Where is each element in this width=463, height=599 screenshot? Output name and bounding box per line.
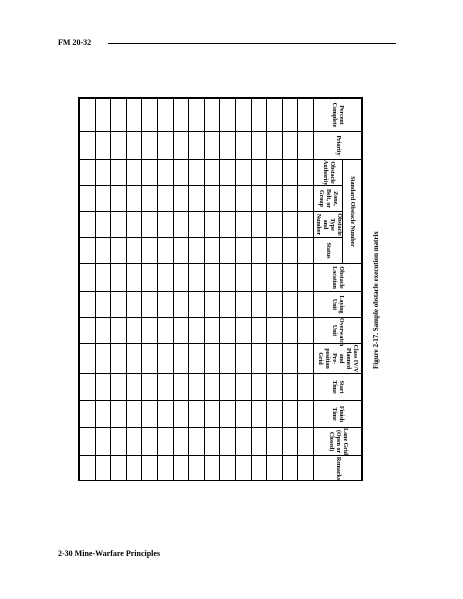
blank-cell: [95, 428, 111, 456]
blank-cell: [158, 456, 174, 481]
blank-cell: [251, 186, 267, 212]
blank-cell: [298, 212, 314, 238]
blank-cell: [158, 99, 174, 132]
blank-cell: [142, 132, 158, 160]
blank-cell: [173, 212, 189, 238]
blank-cell: [220, 456, 236, 481]
blank-cell: [220, 374, 236, 401]
blank-cell: [267, 401, 283, 428]
blank-cell: [173, 264, 189, 292]
blank-cell: [282, 186, 298, 212]
blank-cell: [267, 212, 283, 238]
blank-cell: [111, 374, 127, 401]
blank-cell: [95, 292, 111, 318]
blank-cell: [189, 99, 205, 132]
blank-cell: [95, 160, 111, 186]
blank-cell: [267, 374, 283, 401]
header-cell: Laying Unit: [314, 292, 362, 318]
blank-cell: [173, 132, 189, 160]
blank-cell: [189, 344, 205, 374]
blank-cell: [298, 186, 314, 212]
blank-cell: [158, 212, 174, 238]
blank-cell: [189, 428, 205, 456]
blank-cell: [236, 186, 252, 212]
blank-cell: [251, 428, 267, 456]
blank-cell: [282, 160, 298, 186]
header-cell: Overwatch Unit: [314, 318, 362, 344]
blank-cell: [95, 99, 111, 132]
blank-cell: [298, 344, 314, 374]
blank-cell: [220, 428, 236, 456]
blank-cell: [298, 132, 314, 160]
blank-cell: [236, 212, 252, 238]
blank-cell: [204, 186, 220, 212]
blank-cell: [142, 344, 158, 374]
blank-cell: [267, 456, 283, 481]
blank-cell: [236, 401, 252, 428]
blank-cell: [80, 99, 96, 132]
blank-cell: [267, 318, 283, 344]
blank-cell: [111, 344, 127, 374]
blank-cell: [111, 132, 127, 160]
blank-cell: [126, 318, 142, 344]
blank-cell: [220, 160, 236, 186]
blank-cell: [251, 264, 267, 292]
table-row: [282, 99, 298, 482]
blank-cell: [204, 456, 220, 481]
blank-cell: [173, 318, 189, 344]
blank-cell: [220, 238, 236, 264]
blank-cell: [158, 186, 174, 212]
table-row: [267, 99, 283, 482]
blank-cell: [298, 318, 314, 344]
blank-cell: [80, 401, 96, 428]
blank-cell: [251, 238, 267, 264]
table-row: [204, 99, 220, 482]
table-row: [126, 99, 142, 482]
blank-cell: [282, 344, 298, 374]
header-cell: Start Time: [314, 374, 362, 401]
table-row: [95, 99, 111, 482]
blank-cell: [126, 344, 142, 374]
blank-cell: [158, 132, 174, 160]
blank-cell: [111, 186, 127, 212]
blank-cell: [282, 292, 298, 318]
blank-cell: [251, 374, 267, 401]
blank-cell: [236, 99, 252, 132]
table-row: [80, 99, 96, 482]
blank-cell: [236, 374, 252, 401]
blank-cell: [158, 344, 174, 374]
blank-cell: [126, 428, 142, 456]
blank-cell: [220, 99, 236, 132]
header-rule: [108, 43, 396, 44]
blank-cell: [173, 292, 189, 318]
blank-cell: [126, 160, 142, 186]
blank-cell: [173, 428, 189, 456]
blank-cell: [189, 238, 205, 264]
table-row: [236, 99, 252, 482]
blank-cell: [126, 186, 142, 212]
matrix-body: [80, 99, 314, 482]
blank-cell: [95, 456, 111, 481]
blank-cell: [80, 132, 96, 160]
blank-cell: [173, 374, 189, 401]
blank-cell: [158, 292, 174, 318]
blank-cell: [204, 292, 220, 318]
blank-cell: [189, 456, 205, 481]
blank-cell: [236, 264, 252, 292]
blank-cell: [111, 318, 127, 344]
blank-cell: [204, 264, 220, 292]
blank-cell: [126, 132, 142, 160]
blank-cell: [267, 344, 283, 374]
blank-cell: [267, 132, 283, 160]
blank-cell: [111, 401, 127, 428]
blank-cell: [95, 344, 111, 374]
table-row: [173, 99, 189, 482]
blank-cell: [111, 456, 127, 481]
table-row: [142, 99, 158, 482]
blank-cell: [158, 160, 174, 186]
blank-cell: [189, 401, 205, 428]
blank-cell: [80, 160, 96, 186]
blank-cell: [220, 318, 236, 344]
blank-cell: [204, 401, 220, 428]
blank-cell: [236, 344, 252, 374]
blank-cell: [220, 344, 236, 374]
blank-cell: [236, 132, 252, 160]
blank-cell: [204, 344, 220, 374]
blank-cell: [282, 238, 298, 264]
blank-cell: [251, 160, 267, 186]
header-cell: Class IV/V Planned and Pre-position Grid: [314, 344, 362, 374]
blank-cell: [80, 292, 96, 318]
blank-cell: [282, 318, 298, 344]
blank-cell: [236, 428, 252, 456]
blank-cell: [142, 401, 158, 428]
blank-cell: [173, 344, 189, 374]
blank-cell: [111, 99, 127, 132]
blank-cell: [95, 401, 111, 428]
blank-cell: [189, 186, 205, 212]
header-cell: Zone, Belt, or Group: [314, 186, 343, 212]
blank-cell: [142, 264, 158, 292]
blank-cell: [204, 428, 220, 456]
table-row: [111, 99, 127, 482]
blank-cell: [173, 186, 189, 212]
blank-cell: [158, 238, 174, 264]
header-cell: Obstacle Authority: [314, 160, 343, 186]
blank-cell: [298, 456, 314, 481]
blank-cell: [173, 401, 189, 428]
blank-cell: [267, 186, 283, 212]
blank-cell: [251, 456, 267, 481]
blank-cell: [95, 238, 111, 264]
blank-cell: [204, 318, 220, 344]
blank-cell: [189, 292, 205, 318]
blank-cell: [80, 344, 96, 374]
blank-cell: [173, 238, 189, 264]
blank-cell: [282, 401, 298, 428]
table-row: [189, 99, 205, 482]
figure-caption: Figure 2-17. Sample obstacle execution matrix: [372, 231, 380, 369]
blank-cell: [251, 344, 267, 374]
blank-cell: [158, 318, 174, 344]
blank-cell: [204, 99, 220, 132]
blank-cell: [189, 160, 205, 186]
blank-cell: [80, 238, 96, 264]
blank-cell: [142, 374, 158, 401]
header-cell: Remarks: [314, 456, 362, 481]
blank-cell: [80, 456, 96, 481]
blank-cell: [80, 212, 96, 238]
blank-cell: [267, 99, 283, 132]
blank-cell: [95, 186, 111, 212]
blank-cell: [282, 132, 298, 160]
blank-cell: [95, 212, 111, 238]
matrix-table: [79, 98, 362, 481]
blank-cell: [173, 456, 189, 481]
header-cell: Finish Time: [314, 401, 362, 428]
blank-cell: [298, 292, 314, 318]
blank-cell: [251, 318, 267, 344]
header-cell: Lane Grid (Open or Closed): [314, 428, 362, 456]
blank-cell: [158, 374, 174, 401]
blank-cell: [126, 374, 142, 401]
blank-cell: [189, 318, 205, 344]
blank-cell: [220, 401, 236, 428]
blank-cell: [158, 428, 174, 456]
blank-cell: [282, 264, 298, 292]
document-id: FM 20-32: [58, 38, 92, 47]
blank-cell: [251, 132, 267, 160]
blank-cell: [236, 238, 252, 264]
blank-cell: [111, 160, 127, 186]
blank-cell: [220, 132, 236, 160]
blank-cell: [142, 318, 158, 344]
blank-cell: [282, 456, 298, 481]
blank-cell: [204, 160, 220, 186]
blank-cell: [204, 238, 220, 264]
blank-cell: [298, 264, 314, 292]
blank-cell: [236, 292, 252, 318]
blank-cell: [282, 99, 298, 132]
blank-cell: [126, 401, 142, 428]
header-cell: Percent Complete: [314, 99, 362, 132]
blank-cell: [267, 160, 283, 186]
blank-cell: [158, 264, 174, 292]
table-row: [158, 99, 174, 482]
blank-cell: [236, 318, 252, 344]
blank-cell: [80, 428, 96, 456]
blank-cell: [267, 292, 283, 318]
blank-cell: [236, 160, 252, 186]
table-row: [251, 99, 267, 482]
table-row: [220, 99, 236, 482]
header-cell: Obstacle Type and Number: [315, 213, 342, 236]
blank-cell: [298, 160, 314, 186]
blank-cell: [204, 374, 220, 401]
blank-cell: [236, 456, 252, 481]
table-row: [298, 99, 314, 482]
header-cell: Status: [314, 238, 343, 264]
blank-cell: [298, 238, 314, 264]
blank-cell: [80, 264, 96, 292]
blank-cell: [95, 374, 111, 401]
blank-cell: [126, 238, 142, 264]
blank-cell: [142, 160, 158, 186]
blank-cell: [267, 238, 283, 264]
blank-cell: [142, 456, 158, 481]
blank-cell: [80, 374, 96, 401]
blank-cell: [111, 292, 127, 318]
blank-cell: [204, 132, 220, 160]
blank-cell: [80, 186, 96, 212]
blank-cell: [251, 292, 267, 318]
blank-cell: [111, 212, 127, 238]
blank-cell: [126, 456, 142, 481]
blank-cell: [298, 99, 314, 132]
blank-cell: [282, 428, 298, 456]
blank-cell: [142, 186, 158, 212]
blank-cell: [298, 401, 314, 428]
blank-cell: [142, 428, 158, 456]
blank-cell: [282, 212, 298, 238]
blank-cell: [251, 401, 267, 428]
blank-cell: [95, 264, 111, 292]
blank-cell: [298, 374, 314, 401]
blank-cell: [111, 428, 127, 456]
blank-cell: [158, 401, 174, 428]
header-cell: Priority: [314, 132, 362, 160]
blank-cell: [95, 318, 111, 344]
blank-cell: [298, 428, 314, 456]
page-footer: 2-30 Mine-Warfare Principles: [58, 549, 161, 558]
blank-cell: [204, 212, 220, 238]
blank-cell: [95, 132, 111, 160]
blank-cell: [189, 132, 205, 160]
blank-cell: [142, 99, 158, 132]
blank-cell: [80, 318, 96, 344]
blank-cell: [173, 160, 189, 186]
blank-cell: [189, 264, 205, 292]
blank-cell: [282, 374, 298, 401]
blank-cell: [142, 238, 158, 264]
blank-cell: [126, 212, 142, 238]
header-cell: Obstacle Location: [314, 264, 362, 292]
blank-cell: [220, 264, 236, 292]
blank-cell: [189, 374, 205, 401]
blank-cell: [220, 292, 236, 318]
blank-cell: [126, 292, 142, 318]
blank-cell: [142, 212, 158, 238]
blank-cell: [251, 99, 267, 132]
blank-cell: [173, 99, 189, 132]
blank-cell: [267, 428, 283, 456]
obstacle-execution-matrix: [78, 97, 363, 481]
blank-cell: [142, 292, 158, 318]
blank-cell: [189, 212, 205, 238]
blank-cell: [126, 264, 142, 292]
blank-cell: [111, 264, 127, 292]
blank-cell: [251, 212, 267, 238]
blank-cell: [111, 238, 127, 264]
blank-cell: [126, 99, 142, 132]
group-header: Standard Obstacle Number: [343, 160, 362, 264]
blank-cell: [220, 186, 236, 212]
blank-cell: [220, 212, 236, 238]
blank-cell: [267, 264, 283, 292]
